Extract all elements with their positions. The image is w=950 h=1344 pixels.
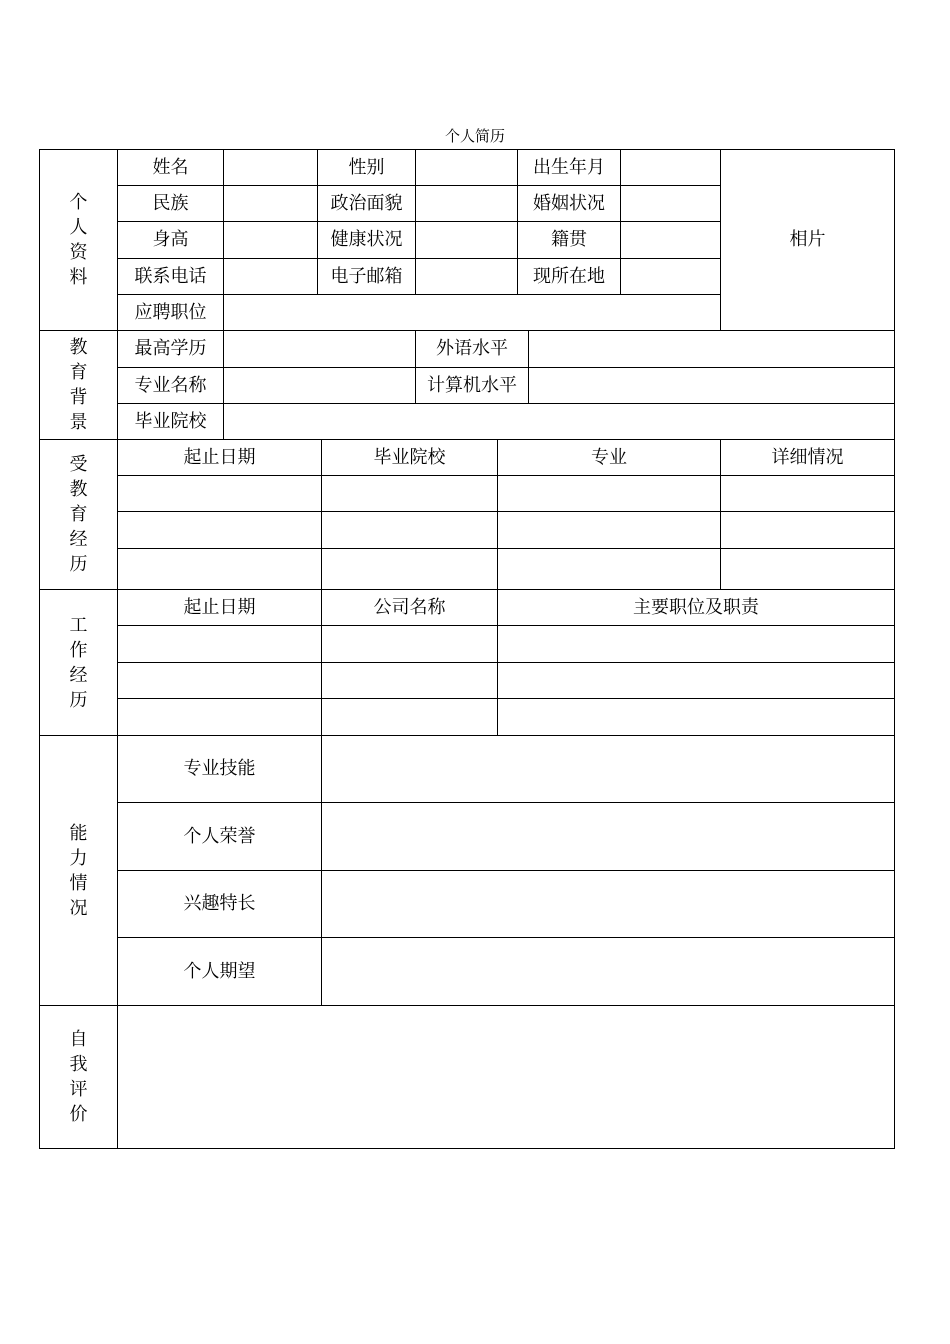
computer-label: 计算机水平 xyxy=(415,367,529,404)
health-label: 健康状况 xyxy=(317,221,416,259)
honors-field[interactable] xyxy=(321,802,895,871)
position-label: 应聘职位 xyxy=(117,294,224,331)
edu-header-details: 详细情况 xyxy=(720,439,895,476)
section-char: 教 xyxy=(69,479,88,500)
edu-row-1-major[interactable] xyxy=(497,475,721,512)
edu-row-1-date[interactable] xyxy=(117,475,322,512)
marital-field[interactable] xyxy=(620,185,721,222)
section-char: 料 xyxy=(69,267,88,288)
email-field[interactable] xyxy=(415,258,518,295)
health-field[interactable] xyxy=(415,221,518,259)
phone-label: 联系电话 xyxy=(117,258,224,295)
section-char: 我 xyxy=(69,1054,88,1075)
school-label: 毕业院校 xyxy=(117,403,224,440)
expectation-label: 个人期望 xyxy=(117,937,322,1006)
edu-header-school: 毕业院校 xyxy=(321,439,498,476)
major-field[interactable] xyxy=(223,367,416,404)
expectation-field[interactable] xyxy=(321,937,895,1006)
birth-label: 出生年月 xyxy=(517,149,621,186)
work-row-1-duties[interactable] xyxy=(497,625,895,663)
location-label: 现所在地 xyxy=(517,258,621,295)
section-char: 工 xyxy=(69,614,88,636)
work-row-3-date[interactable] xyxy=(117,698,322,736)
section-char: 经 xyxy=(69,664,88,686)
edu-row-3-date[interactable] xyxy=(117,548,322,590)
position-field[interactable] xyxy=(223,294,721,331)
major-label: 专业名称 xyxy=(117,367,224,404)
phone-field[interactable] xyxy=(223,258,318,295)
edu-row-1-details[interactable] xyxy=(720,475,895,512)
work-header-duties: 主要职位及职责 xyxy=(497,589,895,626)
section-char: 自 xyxy=(69,1029,88,1050)
edu-row-2-school[interactable] xyxy=(321,511,498,549)
edu-row-3-school[interactable] xyxy=(321,548,498,590)
degree-label: 最高学历 xyxy=(117,330,224,368)
section-char: 情 xyxy=(69,872,88,894)
native-label: 籍贯 xyxy=(517,221,621,259)
section-char: 景 xyxy=(69,412,88,433)
political-label: 政治面貌 xyxy=(317,185,416,222)
section-char: 历 xyxy=(69,689,88,711)
photo-box[interactable]: 相片 xyxy=(720,149,895,331)
political-field[interactable] xyxy=(415,185,518,222)
edu-row-3-details[interactable] xyxy=(720,548,895,590)
section-char: 能 xyxy=(69,822,88,844)
hobbies-label: 兴趣特长 xyxy=(117,870,322,938)
work-header-date: 起止日期 xyxy=(117,589,322,626)
section-char: 育 xyxy=(69,362,88,383)
section-char: 育 xyxy=(69,504,88,525)
work-row-3-company[interactable] xyxy=(321,698,498,736)
section-char: 作 xyxy=(69,639,88,661)
self-evaluation-section-label xyxy=(39,1005,118,1149)
work-row-2-date[interactable] xyxy=(117,662,322,699)
edu-row-2-details[interactable] xyxy=(720,511,895,549)
work-row-1-date[interactable] xyxy=(117,625,322,663)
abilities-section-label xyxy=(39,735,118,1006)
height-label: 身高 xyxy=(117,221,224,259)
section-char: 教 xyxy=(69,337,88,358)
section-char: 价 xyxy=(69,1104,88,1125)
personal-section-label xyxy=(39,149,118,331)
resume-title: 个人简历 xyxy=(444,127,505,145)
section-char: 人 xyxy=(69,217,88,238)
edu-row-2-date[interactable] xyxy=(117,511,322,549)
location-field[interactable] xyxy=(620,258,721,295)
education-history-section-label xyxy=(39,439,118,590)
skills-field[interactable] xyxy=(321,735,895,803)
edu-header-date: 起止日期 xyxy=(117,439,322,476)
gender-field[interactable] xyxy=(415,149,518,186)
work-row-3-duties[interactable] xyxy=(497,698,895,736)
self-evaluation-field[interactable] xyxy=(117,1005,895,1149)
computer-field[interactable] xyxy=(528,367,895,404)
birth-field[interactable] xyxy=(620,149,721,186)
work-history-section-label xyxy=(39,589,118,736)
skills-label: 专业技能 xyxy=(117,735,322,803)
school-field[interactable] xyxy=(223,403,895,440)
hobbies-field[interactable] xyxy=(321,870,895,938)
ethnic-label: 民族 xyxy=(117,185,224,222)
gender-label: 性别 xyxy=(317,149,416,186)
work-row-1-company[interactable] xyxy=(321,625,498,663)
work-row-2-company[interactable] xyxy=(321,662,498,699)
honors-label: 个人荣誉 xyxy=(117,802,322,871)
work-header-company: 公司名称 xyxy=(321,589,498,626)
section-char: 力 xyxy=(69,847,88,869)
work-row-2-duties[interactable] xyxy=(497,662,895,699)
language-label: 外语水平 xyxy=(415,330,529,368)
education-background-section-label xyxy=(39,330,118,440)
edu-row-3-major[interactable] xyxy=(497,548,721,590)
section-char: 背 xyxy=(69,387,88,408)
section-char: 个 xyxy=(69,192,88,213)
edu-header-major: 专业 xyxy=(497,439,721,476)
ethnic-field[interactable] xyxy=(223,185,318,222)
native-field[interactable] xyxy=(620,221,721,259)
section-char: 资 xyxy=(69,242,88,263)
language-field[interactable] xyxy=(528,330,895,368)
edu-row-1-school[interactable] xyxy=(321,475,498,512)
degree-field[interactable] xyxy=(223,330,416,368)
section-char: 况 xyxy=(69,897,88,919)
section-char: 受 xyxy=(69,454,88,475)
email-label: 电子邮箱 xyxy=(317,258,416,295)
name-label: 姓名 xyxy=(117,149,224,186)
section-char: 历 xyxy=(69,554,88,575)
name-field[interactable] xyxy=(223,149,318,186)
edu-row-2-major[interactable] xyxy=(497,511,721,549)
marital-label: 婚姻状况 xyxy=(517,185,621,222)
section-char: 评 xyxy=(69,1079,88,1100)
section-char: 经 xyxy=(69,529,88,550)
height-field[interactable] xyxy=(223,221,318,259)
